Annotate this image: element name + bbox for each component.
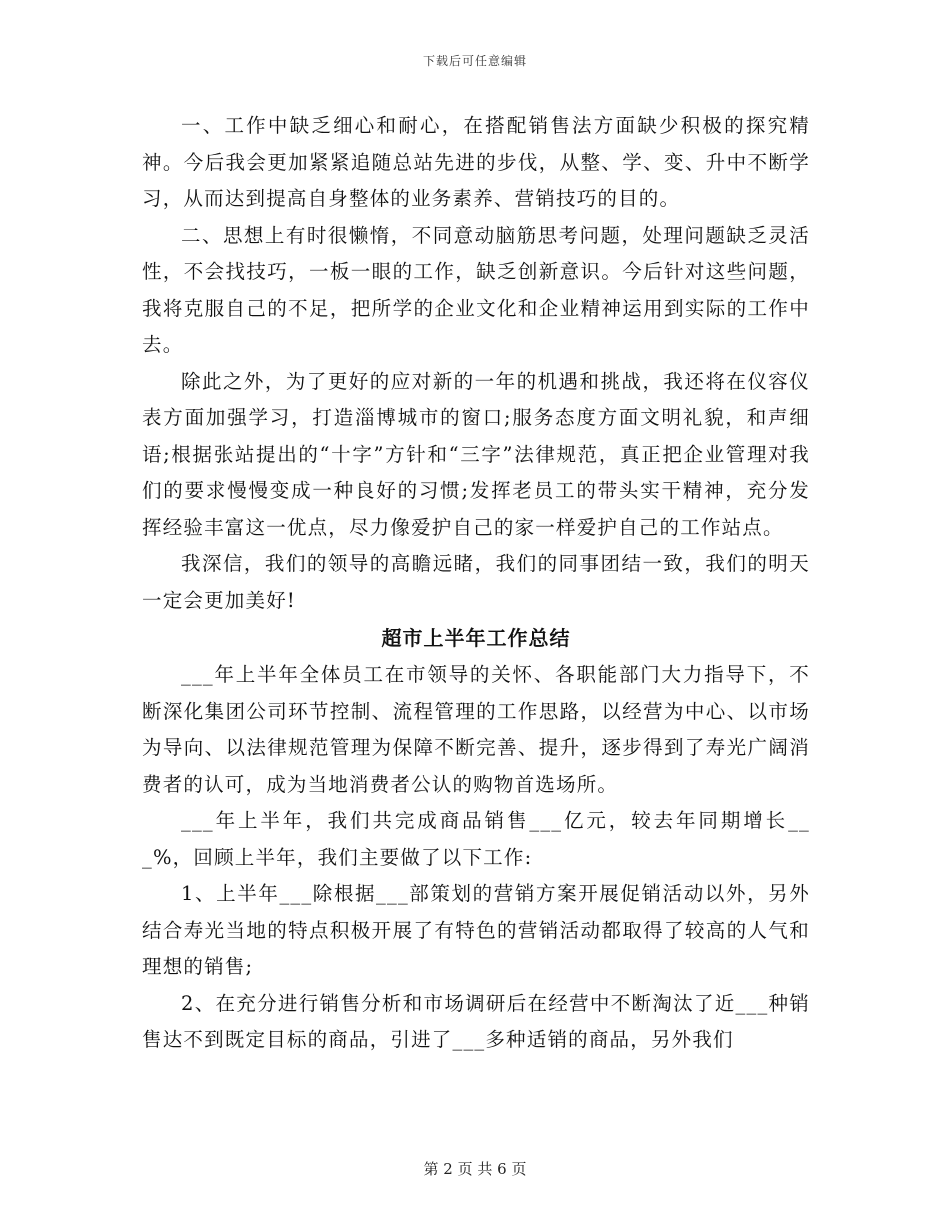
paragraph: ___年上半年全体员工在市领导的关怀、各职能部门大力指导下，不断深化集团公司环节控制、流程管理的工作思路，以经营为中心、以市场为导向、以法律规范管理为保障不断完善、提升，逐步得到了寿光广阔消费者的认可，成为当地消费者公认的购物首选场所。 xyxy=(142,663,810,796)
paragraph: 除此之外，为了更好的应对新的一年的机遇和挑战，我还将在仪容仪表方面加强学习，打造淄博城市的窗口;服务态度方面文明礼貌，和声细语;根据张站提出的“十字”方针和“三字”法律规范，真正把企业管理对我们的要求慢慢变成一种良好的习惯;发挥老员工的带头实干精神，充分发挥经验丰富这一优点，尽力像爱护自己的家一样爱护自己的工作站点。 xyxy=(142,369,810,539)
paragraph: ___年上半年，我们共完成商品销售___亿元，较去年同期增长___%，回顾上半年，我们主要做了以下工作: xyxy=(142,809,810,869)
document-body xyxy=(142,108,810,1059)
paragraph: 1、上半年___除根据___部策划的营销方案开展促销活动以外，另外结合寿光当地的特点积极开展了有特色的营销活动都取得了较高的人气和理想的销售; xyxy=(142,882,810,978)
paragraph: 2、在充分进行销售分析和市场调研后在经营中不断淘汰了近___种销售达不到既定目标的商品，引进了___多种适销的商品，另外我们 xyxy=(142,991,810,1051)
section-title: 超市上半年工作总结 xyxy=(381,626,571,650)
page-header: 下载后可任意编辑 xyxy=(422,54,527,68)
paragraph: 一、工作中缺乏细心和耐心，在搭配销售法方面缺少积极的探究精神。今后我会更加紧紧追随总站先进的步伐，从整、学、变、升中不断学习，从而达到提高自身整体的业务素养、营销技巧的目的。 xyxy=(142,114,810,210)
page-footer: 第 2 页 共 6 页 xyxy=(423,1160,527,1178)
paragraph: 我深信，我们的领导的高瞻远睹，我们的同事团结一致，我们的明天一定会更加美好! xyxy=(142,552,810,612)
paragraph: 二、思想上有时很懒惰，不同意动脑筋思考问题，处理问题缺乏灵活性，不会找技巧，一板一眼的工作，缺乏创新意识。今后针对这些问题，我将克服自己的不足，把所学的企业文化和企业精神运用到实际的工作中去。 xyxy=(142,223,810,356)
